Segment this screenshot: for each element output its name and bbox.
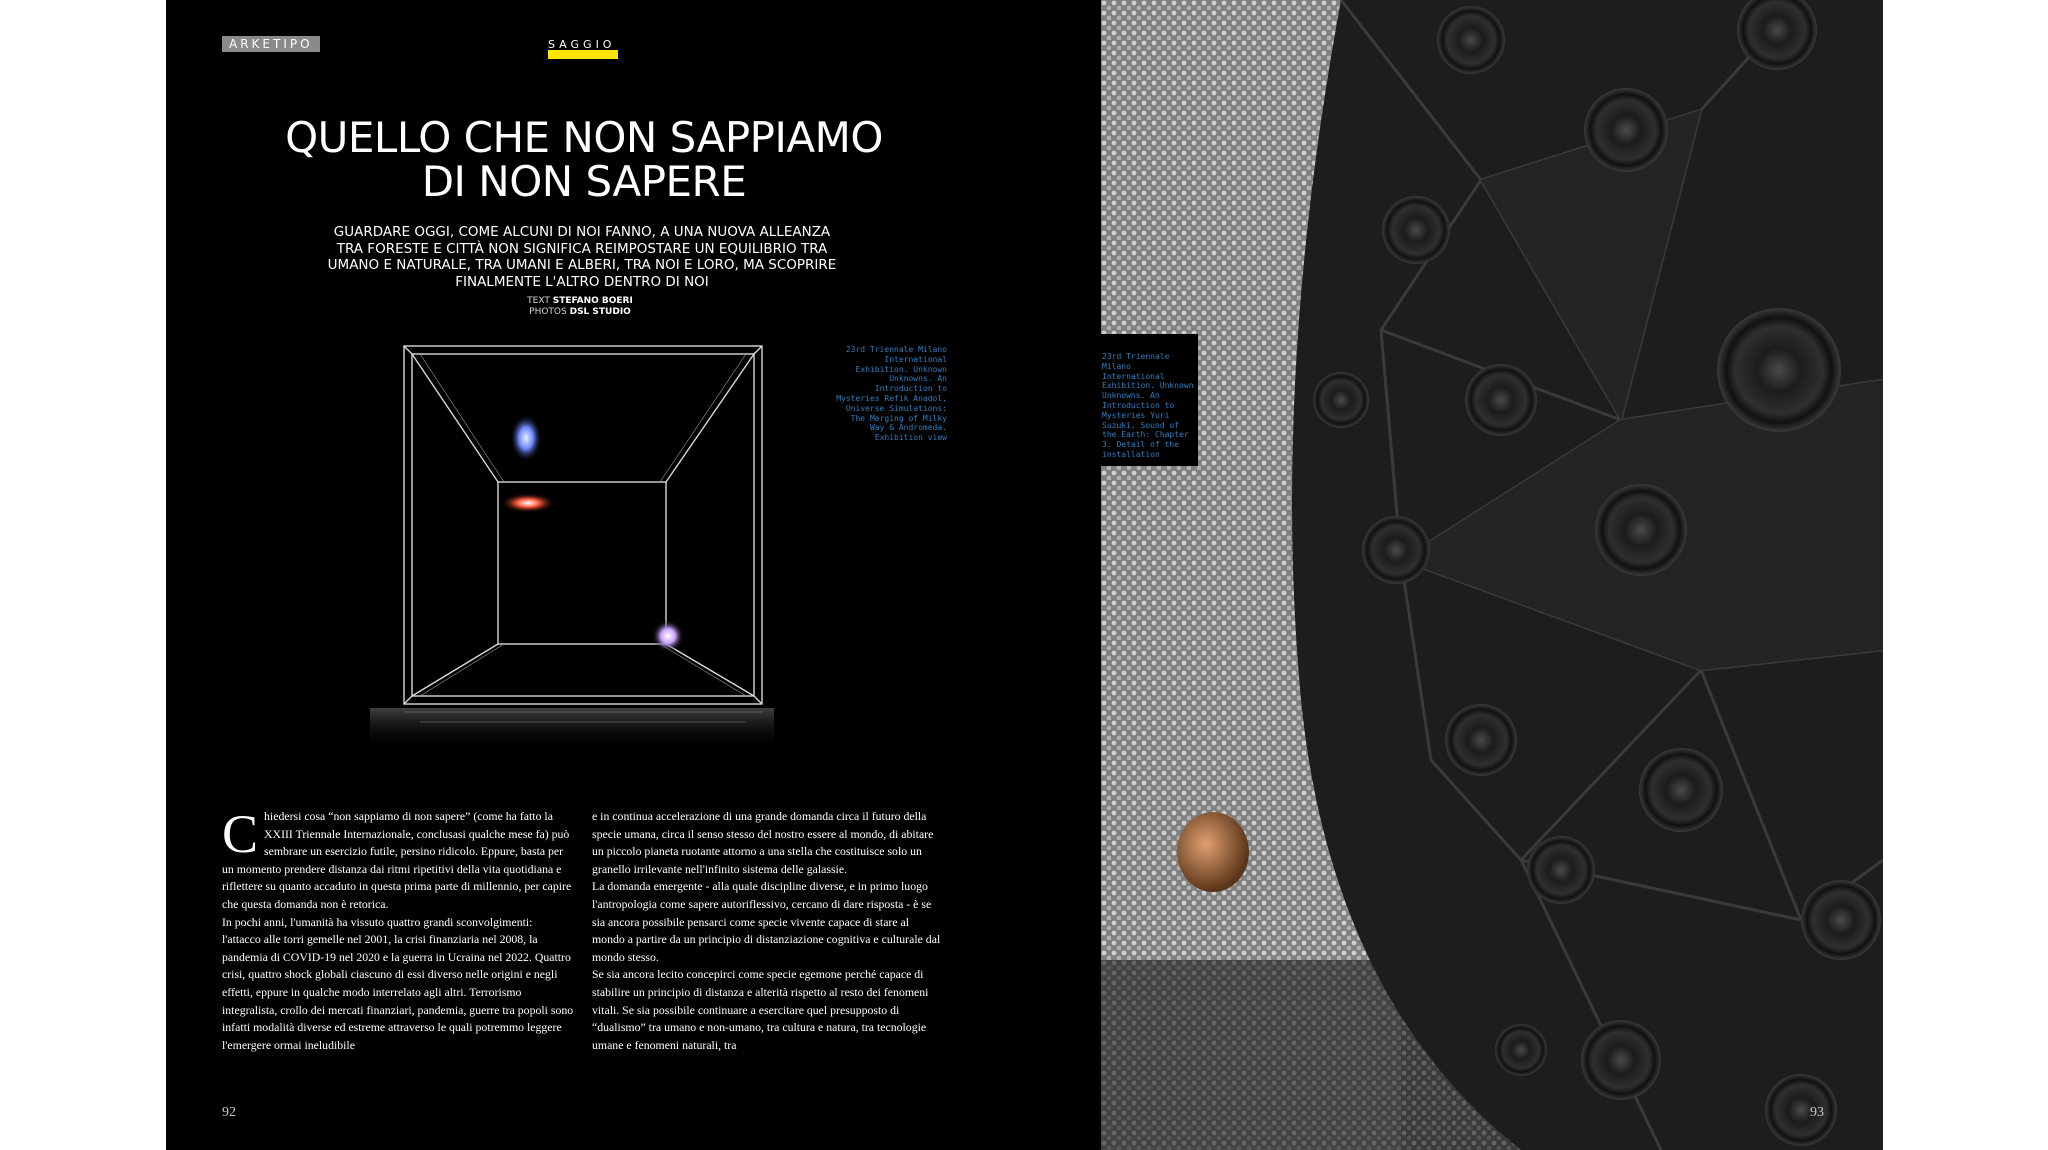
page-number-left: 92: [222, 1105, 236, 1120]
page-number-right: 93: [1810, 1105, 1824, 1120]
dropcap: C: [222, 804, 259, 864]
speaker-sphere-photo: [1101, 0, 1883, 1150]
body-column-2: [592, 808, 944, 1054]
right-page-photo: [1101, 0, 1883, 1150]
photo-caption-left: 23rd Triennale Milano International Exhibition. Unknown Unknowns. An Introduction to Mysteries Refik Anadol, Universe Simulations: The Merging of Milky Way & Andromeda. Exhibition view: [836, 345, 947, 443]
type-tag: SAGGIO: [548, 38, 616, 51]
body-paragraph: La domanda emergente - alla quale discipline diverse, e in primo luogo l'antropologia come sapere autoriflessivo, cercano di dare risposta - è se sia ancora possibile pensarci come specie vivente capace di stare al mondo a partire da un principio di distanziazione cognitiva e culturale dal mondo stesso.: [592, 879, 941, 964]
title-line-2: DI NON SAPERE: [421, 157, 747, 206]
body-paragraph: In pochi anni, l'umanità ha vissuto quattro grandi sconvolgimenti: l'attacco alle torri gemelle nel 2001, la crisi finanziaria nel 2008, la pandemia di COVID-19 nel 2020 e la guerra in Ucraina nel 2022. Quattro crisi, quattro shock globali ciascuno di essi diverso nelle origini e negli effetti, eppure in qualche modo interrelato agli altri. Terrorismo integralista, crollo dei mercati finanziari, pandemia, guerre tra popoli sono infatti modalità diverse ed estreme attraverso le quali potremmo leggere l'emergere ormai ineludibile: [222, 914, 574, 1052]
body-column-1: [222, 804, 574, 1054]
section-tag: ARKETIPO: [222, 36, 320, 52]
article-subtitle: GUARDARE OGGI, COME ALCUNI DI NOI FANNO, A UNA NUOVA ALLEANZA TRA FORESTE E CITTÀ NON SIGNIFICA REIMPOSTARE UN EQUILIBRIO TRA UMANO E NATURALE, TRA UMANI E ALBERI, TRA NOI E LORO, MA SCOPRIRE FINALMENTE L'ALTRO DENTRO DI NOI: [327, 224, 837, 290]
type-tag-highlight: [548, 50, 618, 59]
article-title: [226, 113, 942, 206]
photo-caption-right: 23rd Triennale Milano International Exhibition. Unknown Unknowns. An Introduction to Mysteries Yuri Suzuki, Sound of the Earth: Chapter 3. Detail of the installation: [1102, 352, 1194, 459]
article-credits: [450, 296, 710, 318]
body-paragraph: Se sia ancora lecito concepirci come specie egemone perché capace di stabilire un principio di distanza e alterità rispetto al resto dei fenomeni vitali. Se sia possibile continuare a esercitare quel presupposto di “dualismo” tra umano e non-umano, tra cultura e natura, tra tecnologie umane e fenomeni naturali, tra: [592, 967, 929, 1052]
exhibition-photo-cube: [350, 330, 794, 750]
text-author: STEFANO BOERI: [552, 296, 633, 306]
page-gutter: [1024, 0, 1101, 1150]
body-paragraph: hiedersi cosa “non sappiamo di non sapere” (come ha fatto la XXIII Triennale Internazionale, conclusasi qualche mese fa) può sembrare un esercizio futile, persino ridicolo. Eppure, basta per un momento prendere distanza dai ritmi ripetitivi della vita quotidiana e riflettere su quanto accaduto in questa prima parte di millennio, per capire che questa domanda non è retorica.: [222, 809, 572, 911]
photos-author: DSL STUDIO: [569, 307, 631, 317]
text-label: TEXT: [527, 296, 550, 306]
body-paragraph: e in continua accelerazione di una grande domanda circa il futuro della specie umana, circa il senso stesso del nostro essere al mondo, di abitare un piccolo pianeta ruotante attorno a una stella che costituisce solo un granello irrilevante nell'infinito sistema delle galassie.: [592, 809, 934, 876]
title-line-1: QUELLO CHE NON SAPPIAMO: [285, 113, 883, 162]
photos-label: PHOTOS: [529, 307, 567, 317]
